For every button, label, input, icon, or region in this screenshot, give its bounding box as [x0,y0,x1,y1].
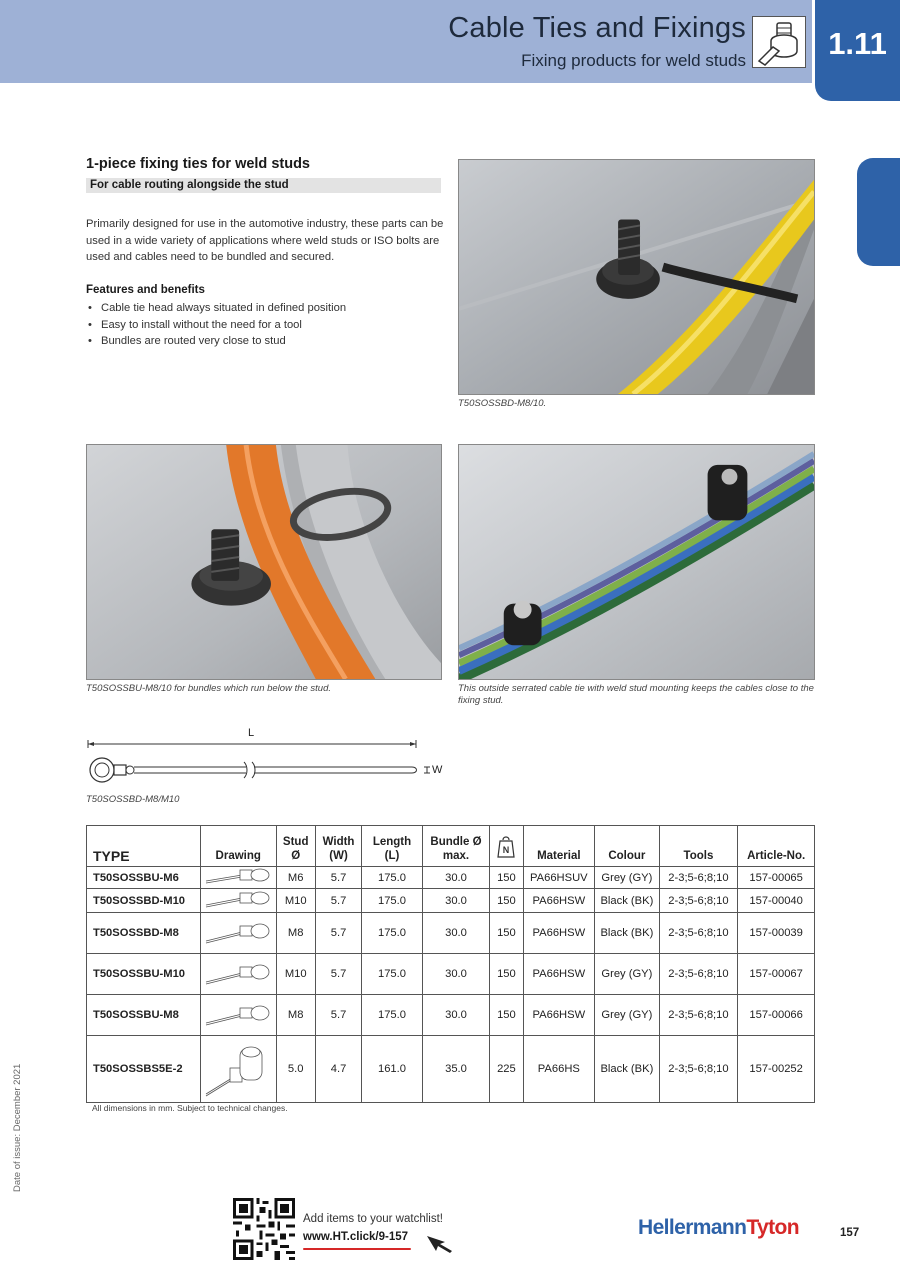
col-tools: Tools [659,826,738,867]
tools-cell: 2-3;5-6;8;10 [659,913,738,954]
tools-cell: 2-3;5-6;8;10 [659,1036,738,1103]
tie-drawing [200,867,276,889]
table-row [87,889,815,913]
tensile-cell: 150 [490,889,523,913]
tie-drawing [200,1036,276,1103]
tools-cell: 2-3;5-6;8;10 [659,889,738,913]
length-cell: 175.0 [362,995,422,1036]
feature-item: • Easy to install without the need for a tool [86,317,346,334]
col-width: Width (W) [315,826,361,867]
col-tensile-strength [490,826,523,867]
watchlist-link-underline [303,1248,411,1250]
col-type: TYPE [87,826,201,867]
photo2-caption: T50SOSSBU-M8/10 for bundles which run below the stud. [86,683,332,694]
colour-cell: Black (BK) [595,913,660,954]
photo-t50sossbu-m8-10 [86,444,442,680]
page-subtitle: Fixing products for weld studs [521,51,746,70]
stud-cell: M8 [276,913,315,954]
width-cell: 5.7 [315,995,361,1036]
weight-icon [496,835,516,859]
article-cell: 157-00252 [738,1036,815,1103]
material-cell: PA66HSUV [523,867,595,889]
type-cell: T50SOSSBD-M10 [87,889,201,913]
photo-serrated-tie-bundle [458,444,815,680]
length-dimension-label: L [248,727,255,739]
material-cell: PA66HSW [523,913,595,954]
width-cell: 5.7 [315,889,361,913]
width-cell: 5.7 [315,913,361,954]
col-material: Material [523,826,595,867]
stud-cell: 5.0 [276,1036,315,1103]
type-cell: T50SOSSBS5E-2 [87,1036,201,1103]
tie-dimension-drawing [86,738,436,788]
page-number: 157 [840,1227,860,1239]
width-cell: 4.7 [315,1036,361,1103]
table-footnote: All dimensions in mm. Subject to technical changes. [92,1103,288,1113]
tensile-cell: 150 [490,995,523,1036]
width-cell: 5.7 [315,867,361,889]
table-row [87,1036,815,1103]
tensile-cell: 150 [490,954,523,995]
drawing-caption: T50SOSSBD-M8/M10 [86,794,180,805]
colour-cell: Grey (GY) [595,954,660,995]
tie-drawing [200,889,276,913]
feature-item: • Cable tie head always situated in defined position [86,300,346,317]
length-cell: 175.0 [362,889,422,913]
stud-cell: M10 [276,889,315,913]
stud-cell: M6 [276,867,315,889]
col-colour: Colour [595,826,660,867]
article-cell: 157-00065 [738,867,815,889]
tie-drawing [200,995,276,1036]
col-article: Article-No. [738,826,815,867]
pointer-arrow-icon [425,1234,455,1254]
bundle-cell: 30.0 [422,889,490,913]
col-drawing: Drawing [200,826,276,867]
colour-cell: Grey (GY) [595,867,660,889]
material-cell: PA66HS [523,1036,595,1103]
type-cell: T50SOSSBD-M8 [87,913,201,954]
svg-text:N: N [503,845,510,855]
features-list [86,300,346,350]
product-subtitle: For cable routing alongside the stud [86,178,441,193]
bundle-cell: 30.0 [422,954,490,995]
type-cell: T50SOSSBU-M6 [87,867,201,889]
length-cell: 175.0 [362,954,422,995]
colour-cell: Grey (GY) [595,995,660,1036]
type-cell: T50SOSSBU-M8 [87,995,201,1036]
tensile-cell: 150 [490,913,523,954]
table-row [87,995,815,1036]
specification-table [86,825,815,1103]
tools-cell: 2-3;5-6;8;10 [659,995,738,1036]
bundle-cell: 30.0 [422,867,490,889]
qr-code[interactable] [233,1198,295,1260]
bundle-cell: 30.0 [422,995,490,1036]
tensile-cell: 225 [490,1036,523,1103]
page-title: Cable Ties and Fixings [448,12,746,44]
brand-logo: HellermannTyton [638,1216,799,1239]
feature-item: • Bundles are routed very close to stud [86,333,346,350]
type-cell: T50SOSSBU-M10 [87,954,201,995]
photo-t50sossbd-m8-10 [458,159,815,395]
material-cell: PA66HSW [523,954,595,995]
section-number: 1.11 [828,26,887,61]
width-cell: 5.7 [315,954,361,995]
article-cell: 157-00067 [738,954,815,995]
article-cell: 157-00040 [738,889,815,913]
bundle-cell: 35.0 [422,1036,490,1103]
tie-drawing [200,954,276,995]
intro-paragraph: Primarily designed for use in the automotive industry, these parts can be used in a wide variety of applications where weld studs or ISO bolts are used and cables need to be bundled and secured. [86,218,444,263]
photo1-caption: T50SOSSBD-M8/10. [458,398,547,409]
product-title: 1-piece fixing ties for weld studs [86,156,310,172]
watchlist-link[interactable]: www.HT.click/9-157 [303,1231,409,1243]
table-row [87,954,815,995]
features-heading: Features and benefits [86,284,205,296]
col-bundle: Bundle Ø max. [422,826,490,867]
width-dimension-label: W [432,764,443,776]
article-cell: 157-00039 [738,913,815,954]
weld-stud-tie-icon [752,16,806,68]
stud-cell: M10 [276,954,315,995]
length-cell: 175.0 [362,913,422,954]
colour-cell: Black (BK) [595,1036,660,1103]
material-cell: PA66HSW [523,995,595,1036]
issue-date: Date of issue: December 2021 [12,1063,23,1192]
side-tab [857,158,900,266]
article-cell: 157-00066 [738,995,815,1036]
tools-cell: 2-3;5-6;8;10 [659,954,738,995]
col-length: Length (L) [362,826,422,867]
watchlist-text: Add items to your watchlist! [303,1213,443,1225]
table-header-row [87,826,815,867]
col-stud: Stud Ø [276,826,315,867]
tie-drawing [200,913,276,954]
colour-cell: Black (BK) [595,889,660,913]
tools-cell: 2-3;5-6;8;10 [659,867,738,889]
length-cell: 161.0 [362,1036,422,1103]
table-row [87,913,815,954]
material-cell: PA66HSW [523,889,595,913]
tensile-cell: 150 [490,867,523,889]
length-cell: 175.0 [362,867,422,889]
photo3-caption: This outside serrated cable tie with weld stud mounting keeps the cables close to the fixing stud. [458,683,814,706]
table-row [87,867,815,889]
bundle-cell: 30.0 [422,913,490,954]
stud-cell: M8 [276,995,315,1036]
